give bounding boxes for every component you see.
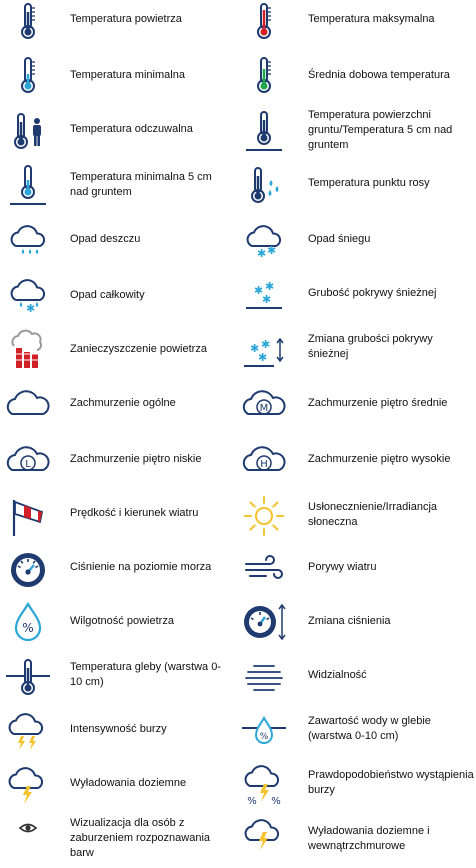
legend-item-label: Zmiana grubości pokrywy śnieżnej: [308, 333, 433, 360]
thermometer-green-icon: [240, 52, 288, 100]
legend-item-pressure-change: [0, 598, 391, 648]
legend-item-label: Temperatura minimalna: [70, 69, 185, 81]
legend-item-sunshine: [0, 490, 438, 544]
legend-item-label: Temperatura odczuwalna: [70, 123, 193, 135]
svg-text:✱: ✱: [250, 342, 260, 355]
legend-item-intracloud-lightning: [0, 814, 430, 868]
legend-item-label: Ciśnienie na poziomie morza: [70, 561, 212, 573]
legend-item-mean-temperature: [0, 52, 450, 102]
legend-item-label: Temperatura powietrza: [70, 13, 182, 25]
thermometer-red-icon: [240, 0, 288, 46]
legend-item-label: Grubość pokrywy śnieżnej: [308, 287, 437, 299]
legend-item-label: Opad śniegu: [308, 233, 371, 245]
legend-item-label: Zawartość wody w glebie (warstwa 0-10 cm): [308, 715, 431, 742]
cloud-h-icon: [240, 436, 288, 484]
svg-text:%: %: [22, 621, 34, 635]
gauge-change-icon: [240, 598, 288, 646]
legend-item-label: Wizualizacja dla osób z zaburzeniem rozpoznawania barw: [70, 817, 211, 859]
legend-item-mid-cloud-cover: [0, 380, 448, 430]
legend-item-label: Zmiana ciśnienia: [308, 615, 391, 627]
legend-item-label: Usłonecznienie/Irradiancja słoneczna: [308, 501, 438, 528]
svg-text:M: M: [259, 403, 269, 414]
svg-text:L: L: [25, 459, 31, 470]
snow-cloud-icon: [240, 216, 288, 264]
legend-item-label: Wilgotność powietrza: [70, 615, 174, 627]
visibility-icon: [240, 654, 288, 702]
legend-item-label: Prędkość i kierunek wiatru: [70, 507, 199, 519]
legend-item-visibility: [0, 652, 367, 706]
legend-item-label: Średnia dobowa temperatura: [308, 69, 450, 81]
legend-item-high-cloud-cover: [0, 436, 451, 486]
legend-item-label: Temperatura minimalna 5 cm nad gruntem: [70, 171, 212, 198]
legend-item-label: Opad całkowity: [70, 289, 145, 301]
svg-text:✱: ✱: [265, 280, 275, 293]
legend-item-dew-point: [0, 160, 430, 210]
legend-item-snow-cover-change: [0, 322, 433, 378]
wind-gust-icon: [240, 546, 288, 594]
cloud-m-icon: [240, 380, 288, 428]
svg-text:%: %: [271, 796, 281, 807]
legend-item-snow-cover: [0, 270, 437, 320]
legend-item-label: Zachmurzenie ogólne: [70, 397, 176, 409]
legend-item-label: Intensywność burzy: [70, 723, 167, 735]
legend-item-label: Temperatura powierzchni gruntu/Temperatura 5 cm nad gruntem: [308, 109, 453, 151]
thermometer-ground-icon: [240, 108, 288, 156]
legend-item-label: Zachmurzenie piętro niskie: [70, 453, 202, 465]
legend-item-storm-probability: [0, 760, 474, 814]
sun-icon: [240, 492, 288, 540]
thermometer-dew-icon: [240, 162, 288, 210]
svg-text:✱: ✱: [267, 244, 277, 257]
snow-cover-change-icon: [240, 326, 288, 374]
legend-item-ground-surface-temperature: [0, 106, 453, 156]
legend-item-label: Temperatura maksymalna: [308, 13, 435, 25]
svg-text:✱: ✱: [261, 338, 271, 351]
legend-item-snow: [0, 216, 371, 266]
svg-text:✱: ✱: [262, 293, 272, 306]
legend-item-wind-gusts: [0, 544, 377, 598]
legend-item-label: Temperatura gleby (warstwa 0-10 cm): [70, 661, 222, 688]
legend-item-label: Wyładowania doziemne i wewnątrzchmurowe: [308, 825, 430, 852]
soil-water-icon: [240, 708, 288, 756]
legend-item-label: Zanieczyszczenie powietrza: [70, 343, 207, 355]
legend-item-label: Wyładowania doziemne: [70, 777, 187, 789]
svg-text:✱: ✱: [258, 351, 268, 364]
legend-item-max-temperature: [0, 0, 435, 40]
snow-cover-icon: [240, 270, 288, 318]
legend-item-label: Widzialność: [308, 669, 367, 681]
legend-item-label: Porywy wiatru: [308, 561, 377, 573]
legend-item-soil-water: [0, 706, 431, 760]
svg-text:✱: ✱: [26, 302, 36, 315]
svg-text:%: %: [259, 732, 269, 742]
svg-text:✱: ✱: [254, 284, 264, 297]
storm-probability-icon: [240, 762, 288, 810]
svg-text:%: %: [247, 796, 257, 807]
svg-text:H: H: [260, 459, 268, 470]
legend-item-label: Prawdopodobieństwo wystąpienia burzy: [308, 769, 474, 796]
legend-item-label: Opad deszczu: [70, 233, 141, 245]
legend-item-label: Temperatura punktu rosy: [308, 177, 430, 189]
lightning-intracloud-icon: [240, 816, 288, 864]
svg-text:✱: ✱: [257, 247, 267, 260]
legend-item-label: Zachmurzenie piętro średnie: [308, 397, 448, 409]
legend-item-label: Zachmurzenie piętro wysokie: [308, 453, 451, 465]
